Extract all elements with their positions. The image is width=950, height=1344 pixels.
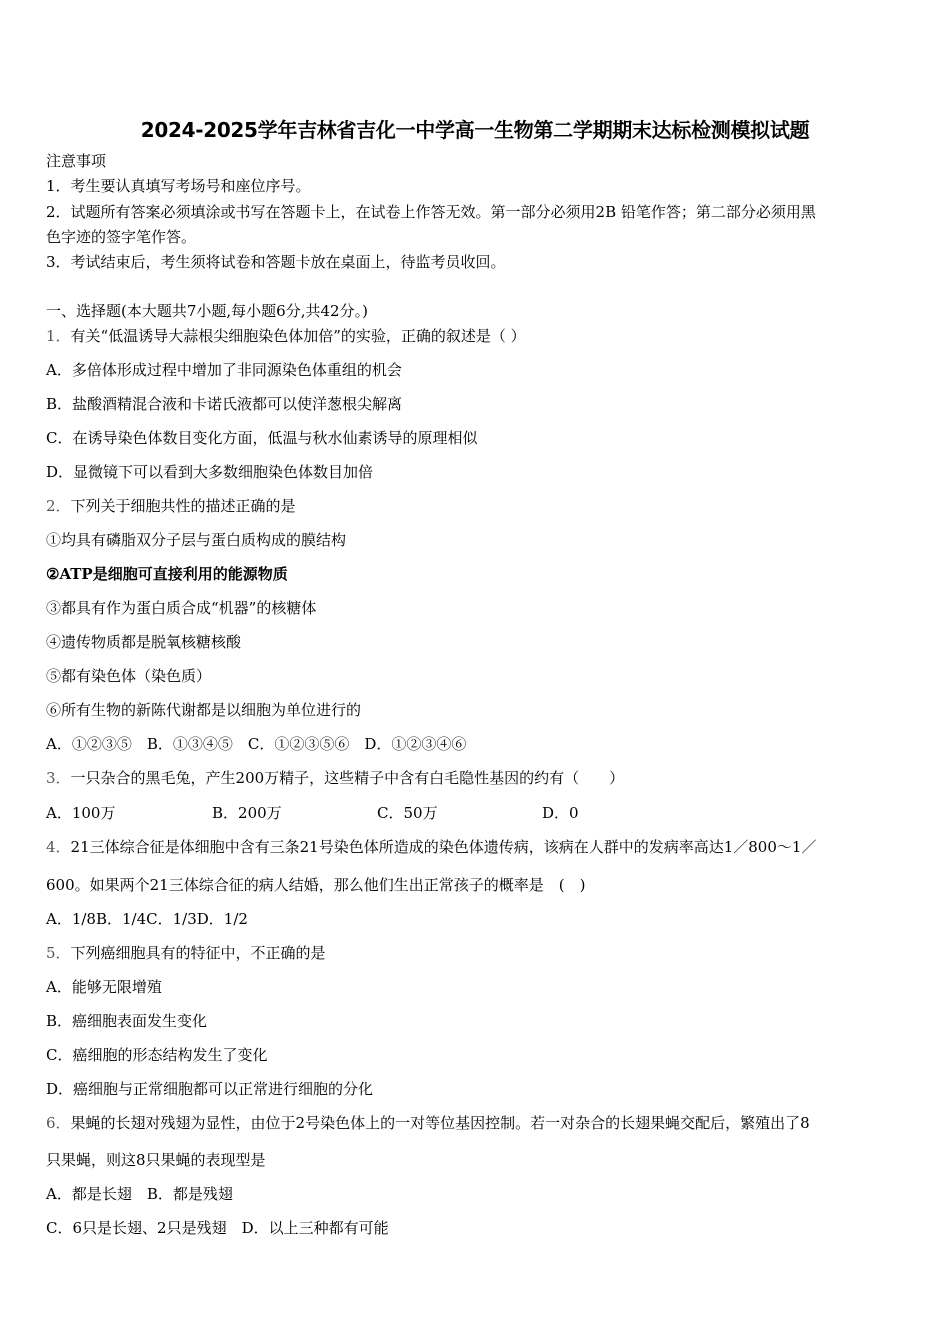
q1-option-a: A．多倍体形成过程中增加了非同源染色体重组的机会	[46, 361, 402, 379]
q5-option-a: A．能够无限增殖	[46, 978, 162, 996]
q1-option-d: D．显微镜下可以看到大多数细胞染色体数目加倍	[46, 463, 374, 481]
q3-option-a: A．100万	[46, 804, 116, 822]
q3-option-b: B．200万	[212, 804, 282, 822]
q3-option-c: C．50万	[377, 804, 438, 822]
question-number: 5．	[46, 944, 71, 962]
question-1	[46, 326, 526, 346]
q2-statement-3: ③都具有作为蛋白质合成“机器”的核糖体	[46, 599, 317, 617]
q2-statement-1: ①均具有磷脂双分子层与蛋白质构成的膜结构	[46, 531, 347, 549]
q6-options-line-2: C．6只是长翅、2只是残翅 D．以上三种都有可能	[46, 1219, 389, 1237]
q2-options: A．①②③⑤ B．①③④⑤ C．①②③⑤⑥ D．①②③④⑥	[46, 735, 467, 753]
notice-heading: 注意事项	[46, 152, 107, 170]
q5-option-d: D．癌细胞与正常细胞都可以正常进行细胞的分化	[46, 1080, 374, 1098]
question-stem: 有关“低温诱导大蒜根尖细胞染色体加倍”的实验，正确的叙述是（ ）	[70, 327, 526, 345]
notice-item-1: 1．考生要认真填写考场号和座位序号。	[46, 177, 311, 195]
q4-options: A．1/8B．1/4C．1/3D．1/2	[46, 910, 248, 928]
question-stem-line-1: 果蝇的长翅对残翅为显性，由位于2号染色体上的一对等位基因控制。若一对杂合的长翅果蝇交配后，繁殖出了8	[70, 1114, 810, 1132]
question-4-stem-line-2: 600。如果两个21三体综合征的病人结婚，那么他们生出正常孩子的概率是 ( )	[46, 876, 586, 894]
q2-statement-2: ②ATP是细胞可直接利用的能源物质	[46, 565, 288, 583]
question-stem: 下列癌细胞具有的特征中，不正确的是	[70, 944, 326, 962]
question-6-stem-line-2: 只果蝇，则这8只果蝇的表现型是	[46, 1151, 266, 1169]
section-heading: 一、选择题(本大题共7小题,每小题6分,共42分。)	[46, 302, 368, 320]
notice-item-3: 3．考试结束后，考生须将试卷和答题卡放在桌面上，待监考员收回。	[46, 253, 506, 271]
question-number: 4．	[46, 838, 71, 856]
question-stem: 下列关于细胞共性的描述正确的是	[70, 497, 296, 515]
q2-statement-6: ⑥所有生物的新陈代谢都是以细胞为单位进行的	[46, 701, 362, 719]
question-number: 6．	[46, 1114, 71, 1132]
q2-statement-5: ⑤都有染色体（染色质）	[46, 667, 212, 685]
q2-statement-4: ④遗传物质都是脱氧核糖核酸	[46, 633, 242, 651]
q1-option-c: C．在诱导染色体数目变化方面，低温与秋水仙素诱导的原理相似	[46, 429, 478, 447]
question-5	[46, 943, 326, 963]
question-3	[46, 768, 624, 788]
page-title: 2024-2025学年吉林省吉化一中学高一生物第二学期期末达标检测模拟试题	[140, 118, 810, 142]
question-number: 1．	[46, 327, 71, 345]
question-4	[46, 837, 816, 857]
question-number: 2．	[46, 497, 71, 515]
q3-options	[46, 803, 579, 823]
q6-options-line-1: A．都是长翅 B．都是残翅	[46, 1185, 233, 1203]
notice-item-2-cont: 色字迹的签字笔作答。	[46, 228, 197, 246]
notice-item-2: 2．试题所有答案必须填涂或书写在答题卡上，在试卷上作答无效。第一部分必须用2B 铅笔作答；第二部分必须用黑	[46, 203, 816, 221]
question-stem: 一只杂合的黑毛兔，产生200万精子，这些精子中含有白毛隐性基因的约有（ ）	[70, 769, 625, 787]
question-number: 3．	[46, 769, 71, 787]
question-2	[46, 496, 296, 516]
question-6	[46, 1113, 810, 1133]
q1-option-b: B．盐酸酒精混合液和卡诺氏液都可以使洋葱根尖解离	[46, 395, 403, 413]
q3-option-d: D．0	[542, 804, 579, 822]
q5-option-c: C．癌细胞的形态结构发生了变化	[46, 1046, 268, 1064]
q5-option-b: B．癌细胞表面发生变化	[46, 1012, 208, 1030]
question-stem-line-1: 21三体综合征是体细胞中含有三条21号染色体所造成的染色体遗传病，该病在人群中的发病率高达1／800～1／	[70, 838, 817, 856]
